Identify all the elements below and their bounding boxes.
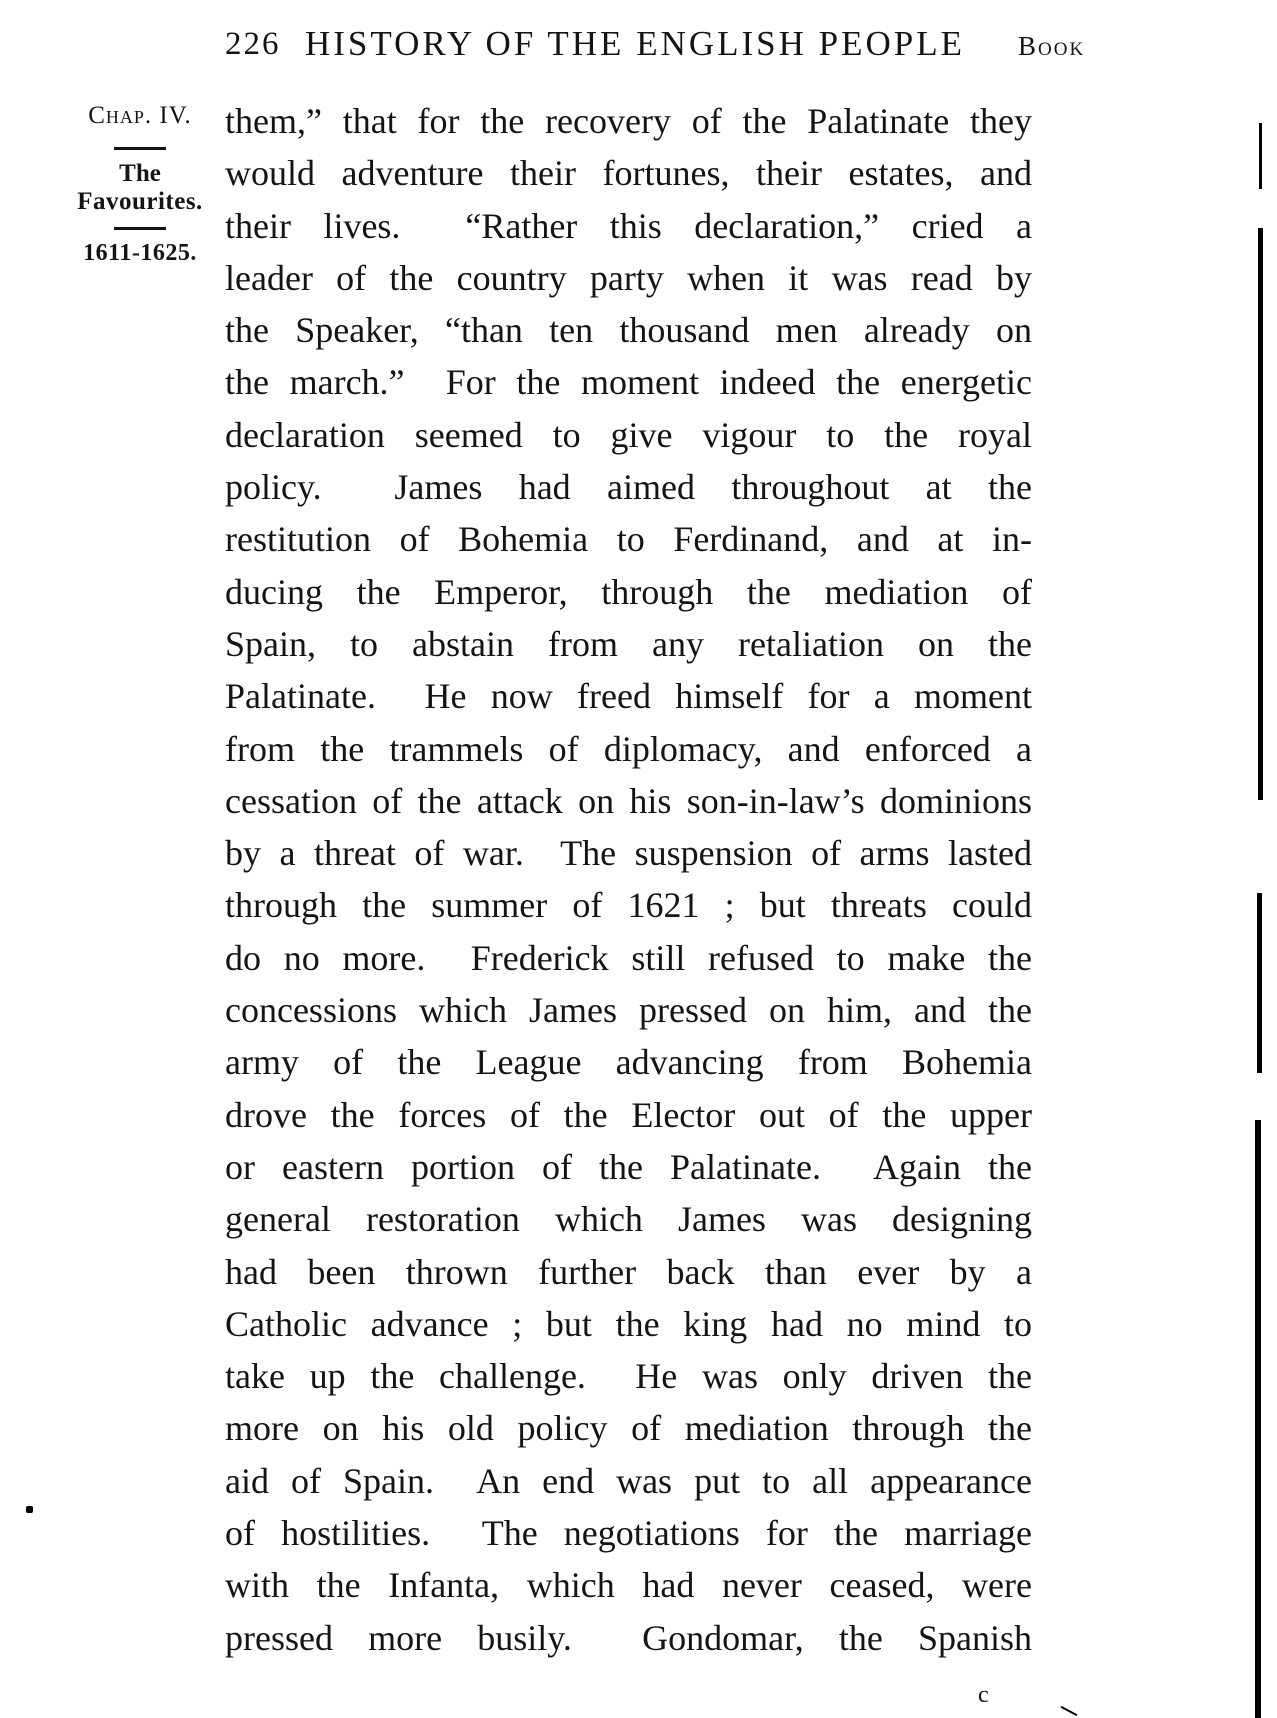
text-line: by a threat of war. The suspension of arms lasted [225,833,1032,874]
text-line: the march.” For the moment indeed the energetic [225,362,1032,403]
stray-glyph-artifact: c [978,1682,989,1708]
scan-edge-line-segment [1259,123,1262,189]
text-line: leader of the country party when it was read by [225,257,1032,298]
text-line: army of the League advancing from Bohemia [225,1042,1032,1083]
page-number: 226 [225,26,281,62]
text-line: aid of Spain. An end was put to all appearance [225,1460,1032,1501]
text-line: with the Infanta, which had never ceased, were [225,1565,1032,1606]
text-line: policy. James had aimed throughout at the [225,467,1032,508]
header-title: HISTORY OF THE ENGLISH PEOPLE [304,24,965,63]
ink-dot-artifact [26,1506,33,1513]
text-line: Spain, to abstain from any retaliation on the [225,623,1032,664]
text-line: had been thrown further back than ever by a [225,1251,1032,1292]
text-line: do no more. Frederick still refused to make the [225,937,1032,978]
text-line: restitution of Bohemia to Ferdinand, and at in- [225,519,1032,560]
chapter-label: Chap. IV. [88,102,192,129]
text-line: declaration seemed to give vigour to the royal [225,414,1032,455]
text-line: through the summer of 1621 ; but threats could [225,885,1032,926]
text-line: take up the challenge. He was only driven the [225,1356,1032,1397]
text-line: more on his old policy of mediation through the [225,1408,1032,1449]
pen-stroke-artifact [1061,1706,1078,1716]
scan-edge-line-segment [1258,228,1263,800]
text-line: Catholic advance ; but the king had no mind to [225,1303,1032,1344]
scan-edge-line-segment [1255,1120,1261,1718]
text-line: would adventure their fortunes, their estates, and [225,153,1032,194]
scan-edge-line-segment [1257,893,1262,1073]
text-line: pressed more busily. Gondomar, the Spanish [225,1617,1032,1658]
text-line: concessions which James pressed on him, and the [225,990,1032,1031]
text-line: from the trammels of diplomacy, and enforced a [225,728,1032,769]
margin-dates-label: 1611-1625. [83,240,197,266]
text-line: general restoration which James was designing [225,1199,1032,1240]
margin-note-line1: The [119,160,161,187]
margin-rule-bottom [114,227,166,230]
margin-rule-top [114,147,166,150]
text-line: the Speaker, “than ten thousand men already on [225,310,1032,351]
margin-notes [55,102,225,267]
text-line: their lives. “Rather this declaration,” cried a [225,205,1032,246]
text-line: ducing the Emperor, through the mediation of [225,571,1032,612]
header-book-label: Book [1018,31,1086,61]
body-text [225,95,1032,1664]
text-line: Palatinate. He now freed himself for a moment [225,676,1032,717]
text-line: them,” that for the recovery of the Palatinate they [225,101,1032,141]
text-line: cessation of the attack on his son-in-law’s dominions [225,780,1032,821]
margin-note-line2: Favourites. [77,188,203,215]
text-line: of hostilities. The negotiations for the marriage [225,1513,1032,1554]
text-line: or eastern portion of the Palatinate. Again the [225,1146,1032,1187]
text-line: drove the forces of the Elector out of the upper [225,1094,1032,1135]
